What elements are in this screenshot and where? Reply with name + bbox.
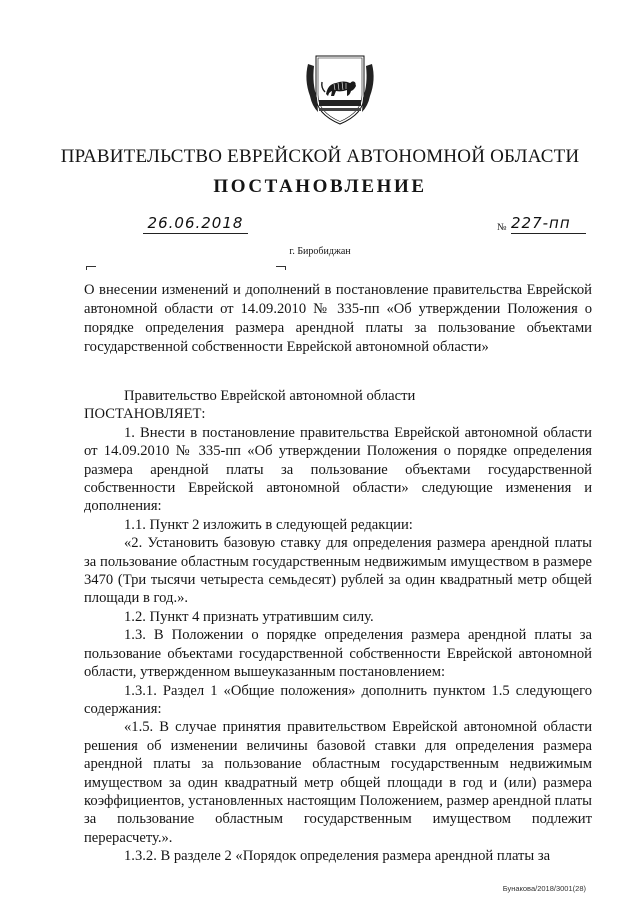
government-title: ПРАВИТЕЛЬСТВО ЕВРЕЙСКОЙ АВТОНОМНОЙ ОБЛАСТИ [60, 146, 580, 167]
handwritten-date: 26.06.2018 [143, 214, 248, 234]
paragraph-1-3-1: 1.3.1. Раздел 1 «Общие положения» дополнить пунктом 1.5 следующего содержания: [84, 682, 592, 717]
corner-mark-left-vertical [86, 266, 87, 270]
paragraph-1-3-2: 1.3.2. В разделе 2 «Порядок определения размера арендной платы за [124, 848, 551, 865]
paragraph-1-1: 1.1. Пункт 2 изложить в следующей редакции: [124, 516, 413, 533]
paragraph-1-1-quote: «2. Установить базовую ставку для определения размера арендной платы за пользование областным государственным недвижимым имуществом в размере 3470 (Три тысячи четыреста семьдесят) рублей за один квадратный метр общей площади в год.». [84, 535, 592, 607]
document-type-title: ПОСТАНОВЛЕНИЕ [213, 176, 427, 197]
coat-of-arms-emblem [298, 50, 382, 128]
corner-mark-right-vertical [285, 266, 286, 270]
paragraph-1-3-1-quote: «1.5. В случае принятия правительством Еврейской автономной области решения об изменении величины базовой ставки для определения размера арендной платы за пользование областным государственным недвижимым имуществом за один квадратный метр общей площади в год и (или) размера коэффициентов, установленных настоящим Положением, размер арендной платы за пользование областным государственным имуществом подлежит перерасчету.». [84, 719, 592, 846]
intro-line: Правительство Еврейской автономной области [124, 388, 416, 404]
paragraph-1-3: 1.3. В Положении о порядке определения размера арендной платы за пользование объектами государственной собственности Еврейской автономной области, утвержденном вышеуказанным постановлением: [84, 627, 592, 681]
corner-mark-left [86, 266, 96, 267]
document-body [84, 387, 592, 866]
decree-word: ПОСТАНОВЛЯЕТ: [84, 406, 206, 423]
handwritten-document-number: 227-пп [511, 214, 586, 234]
document-subject: О внесении изменений и дополнений в постановление правительства Еврейской автономной области от 14.09.2010 № 335-пп «Об утверждении Положения о порядке определения размера арендной платы за пользование объектами государственной собственности Еврейской автономной области» [84, 282, 592, 355]
paragraph-1: 1. Внести в постановление правительства Еврейской автономной области от 14.09.2010 № 335-пп «Об утверждении Положения о порядке определения размера арендной платы за пользование объектами государственной собственности Еврейской автономной области» следующие изменения и дополнения: [84, 424, 592, 515]
footer-registration-code: Бунакова/2018/3001(28) [502, 884, 586, 893]
number-label: № [497, 222, 507, 233]
city-line: г. Биробиджан [289, 246, 351, 257]
paragraph-1-2: 1.2. Пункт 4 признать утратившим силу. [124, 608, 374, 625]
